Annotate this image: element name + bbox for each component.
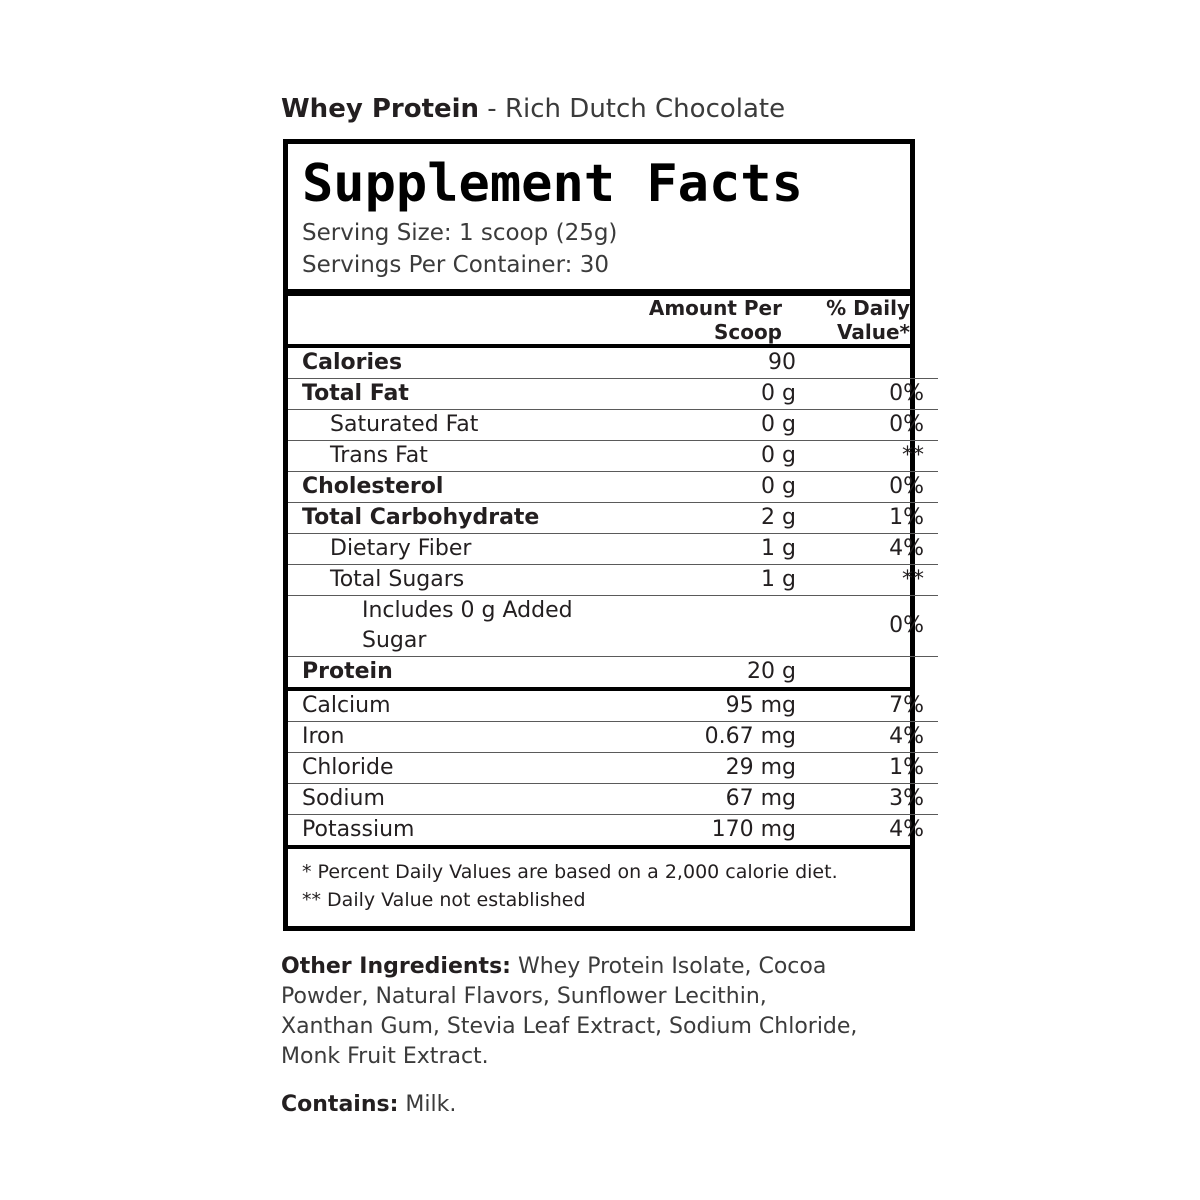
row-amount: 0.67 mg [638, 722, 796, 753]
row-dv: 3% [796, 784, 938, 815]
row-dv: 1% [796, 753, 938, 784]
below-panel-text [281, 952, 861, 1120]
row-label: Trans Fat [288, 441, 638, 472]
row-amount: 0 g [638, 441, 796, 472]
other-ingredients-label: Other Ingredients: [281, 954, 511, 979]
contains-text: Milk. [398, 1092, 457, 1117]
row-label: Total Sugars [288, 565, 638, 596]
minerals-table [288, 691, 938, 845]
divider-thick-top [288, 289, 910, 296]
table-row [288, 565, 938, 596]
contains-statement [281, 1090, 861, 1120]
footnote-not-established: ** Daily Value not established [302, 889, 586, 911]
facts-header-table [288, 296, 924, 344]
row-dv: 0% [796, 596, 938, 657]
row-label: Dietary Fiber [288, 534, 638, 565]
row-amount: 1 g [638, 534, 796, 565]
row-label: Calcium [302, 693, 391, 718]
table-row [288, 691, 938, 722]
row-amount: 0 g [638, 379, 796, 410]
other-ingredients [281, 952, 861, 1072]
row-label: Total Fat [288, 379, 638, 410]
table-row [288, 472, 938, 503]
row-dv: 0% [796, 472, 938, 503]
other-ingredients-text: Whey Protein Isolate, Cocoa Powder, Natural Flavors, Sunflower Lecithin, Xanthan Gum, Stevia Leaf Extract, Sodium Chloride, Monk Fruit Extract. [281, 954, 858, 1069]
row-dv: 7% [889, 693, 924, 718]
row-amount: 2 g [638, 503, 796, 534]
row-dv: 4% [796, 815, 938, 846]
row-amount: 0 g [638, 472, 796, 503]
table-row [288, 784, 938, 815]
row-label: Includes 0 g Added Sugar [288, 596, 638, 657]
row-amount: 1 g [638, 565, 796, 596]
table-row [288, 753, 938, 784]
row-dv: 1% [796, 503, 938, 534]
product-title [281, 92, 785, 126]
row-amount: 29 mg [638, 753, 796, 784]
row-amount: 20 g [638, 657, 796, 688]
row-amount: 67 mg [638, 784, 796, 815]
row-amount [638, 596, 796, 657]
row-amount: 90 [768, 350, 796, 375]
row-label: Protein [288, 657, 638, 688]
serving-info [288, 217, 910, 289]
servings-per-container: Servings Per Container: 30 [302, 252, 609, 278]
supplement-facts-panel [283, 139, 924, 931]
header-spacer [288, 296, 624, 344]
row-label: Iron [288, 722, 638, 753]
footnotes [288, 849, 910, 926]
table-row [288, 441, 938, 472]
row-dv: 4% [796, 722, 938, 753]
header-amount: Amount Per Scoop [648, 296, 782, 344]
table-row [288, 534, 938, 565]
row-amount: 170 mg [638, 815, 796, 846]
row-dv: 0% [796, 379, 938, 410]
row-label: Calories [302, 350, 403, 375]
row-amount: 95 mg [725, 693, 796, 718]
table-row [288, 657, 938, 688]
row-amount: 0 g [638, 410, 796, 441]
row-label: Sodium [288, 784, 638, 815]
row-dv: 4% [796, 534, 938, 565]
row-dv [796, 657, 938, 688]
row-dv: 0% [796, 410, 938, 441]
contains-label: Contains: [281, 1092, 399, 1117]
row-dv [796, 348, 938, 379]
row-label: Total Carbohydrate [288, 503, 638, 534]
table-header-row [288, 296, 924, 344]
row-label: Saturated Fat [288, 410, 638, 441]
footnote-daily-value: * Percent Daily Values are based on a 2,000 calorie diet. [302, 861, 838, 883]
table-row [288, 815, 938, 846]
row-label: Chloride [288, 753, 638, 784]
row-label: Potassium [288, 815, 638, 846]
table-row [288, 503, 938, 534]
product-name: Whey Protein [281, 94, 480, 124]
nutrients-table [288, 348, 938, 687]
table-row [288, 379, 938, 410]
header-daily-value: % Daily Value* [826, 296, 910, 344]
table-row [288, 410, 938, 441]
row-dv: ** [796, 441, 938, 472]
table-row [288, 348, 938, 379]
table-row [288, 722, 938, 753]
row-label: Cholesterol [288, 472, 638, 503]
serving-size: Serving Size: 1 scoop (25g) [302, 220, 618, 246]
table-row [288, 596, 938, 657]
product-title-separator: - [479, 94, 505, 124]
product-flavor: Rich Dutch Chocolate [504, 94, 786, 124]
row-dv: ** [796, 565, 938, 596]
panel-title: Supplement Facts [302, 154, 803, 214]
